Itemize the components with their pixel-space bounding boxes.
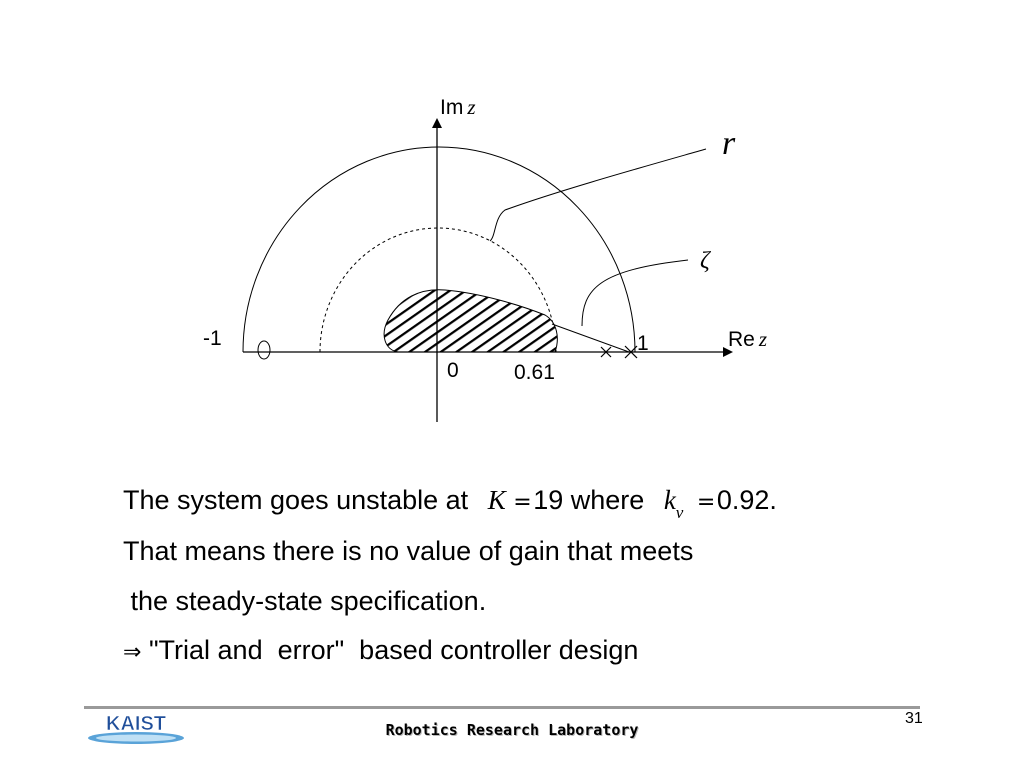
zeta-callout-line (582, 260, 688, 326)
imag-axis-label: Im z (440, 95, 476, 119)
page-number: 31 (905, 710, 923, 727)
tick-label-pos1: 1 (637, 332, 649, 355)
kv-subscript: v (675, 503, 684, 522)
lab-name: Robotics Research Laboratory (385, 721, 639, 739)
equals-sign: = (513, 490, 532, 515)
svg-text:KAIST: KAIST (106, 713, 166, 735)
real-axis-label: Re z (728, 327, 768, 351)
radius-label: 0.61 (514, 361, 555, 384)
where-word: where (570, 485, 645, 515)
text-line-4 (123, 634, 638, 669)
kv-symbol: k (663, 485, 676, 515)
zero-marker (258, 341, 270, 359)
zeta-label: ζ (700, 248, 710, 274)
tick-label-neg1: -1 (203, 327, 222, 350)
r-callout-line (490, 149, 706, 241)
gain-symbol: K (487, 485, 506, 515)
origin-label: 0 (447, 359, 459, 382)
hatched-region (384, 290, 557, 352)
implies-arrow: ⇒ (123, 640, 142, 665)
equals-sign-2: = (696, 490, 716, 515)
gain-value: 19 (533, 485, 564, 515)
kv-value: 0.92. (716, 485, 777, 515)
r-label: r (722, 125, 736, 162)
zeta-boundary-line (552, 324, 629, 352)
footer-divider (84, 706, 920, 709)
line4-text: "Trial and error" based controller design (148, 635, 639, 665)
text-line-1 (123, 484, 777, 520)
line1-prefix: The system goes unstable at (123, 485, 469, 515)
text-line-2: That means there is no value of gain that meets (123, 536, 694, 566)
text-line-3: the steady-state specification. (123, 586, 487, 616)
